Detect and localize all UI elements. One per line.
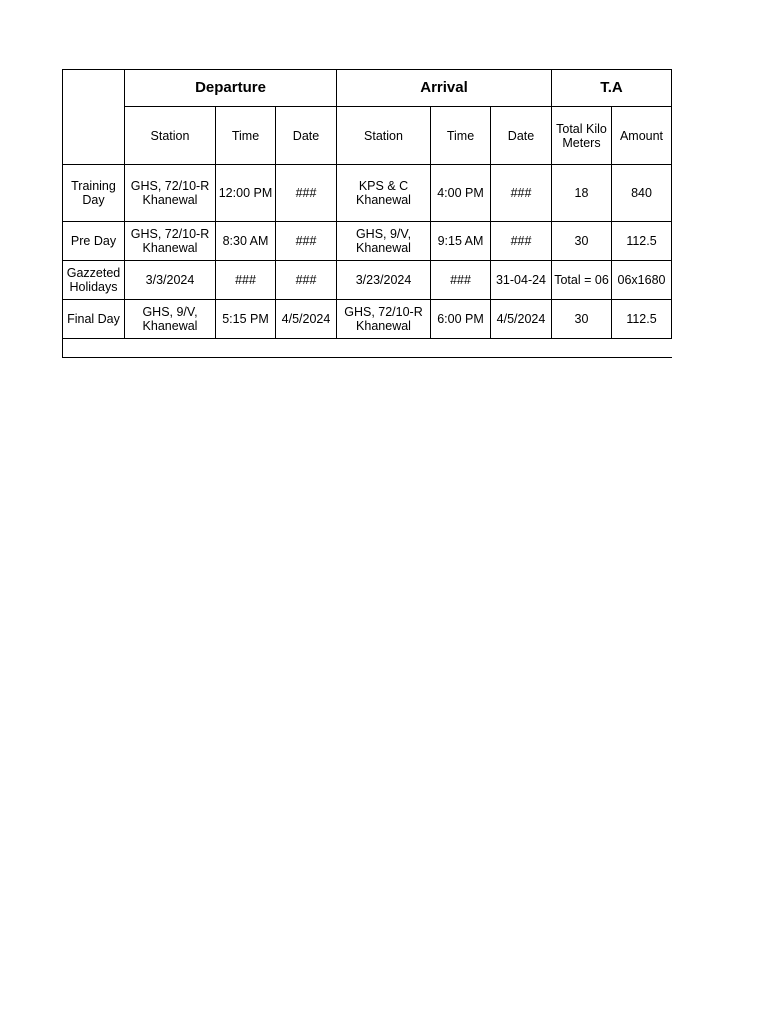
row-label: Gazzeted Holidays [63, 261, 125, 300]
amount-cell: 112.5 [612, 222, 672, 261]
arr-station-cell: GHS, 72/10-R Khanewal [337, 300, 431, 339]
amount-header: Amount [612, 107, 672, 165]
table-row [63, 300, 672, 339]
arr-date-cell: 31-04-24 [491, 261, 552, 300]
departure-header: Departure [125, 70, 337, 107]
column-header-row [63, 107, 672, 165]
arr-date-cell: ### [491, 222, 552, 261]
arr-date-cell: 4/5/2024 [491, 300, 552, 339]
arr-time-header: Time [431, 107, 491, 165]
dep-station-cell: GHS, 9/V, Khanewal [125, 300, 216, 339]
arr-station-cell: KPS & C Khanewal [337, 165, 431, 222]
row-label: Training Day [63, 165, 125, 222]
empty-footer-cell [63, 339, 672, 358]
corner-cell [63, 70, 125, 165]
arr-station-cell: GHS, 9/V, Khanewal [337, 222, 431, 261]
dep-time-cell: 8:30 AM [216, 222, 276, 261]
amount-cell: 840 [612, 165, 672, 222]
arr-station-cell: 3/23/2024 [337, 261, 431, 300]
dep-time-cell: 5:15 PM [216, 300, 276, 339]
arr-station-header: Station [337, 107, 431, 165]
dep-date-cell: ### [276, 222, 337, 261]
dep-time-cell: ### [216, 261, 276, 300]
arr-date-header: Date [491, 107, 552, 165]
total-km-header: Total Kilo Meters [552, 107, 612, 165]
dep-station-header: Station [125, 107, 216, 165]
km-cell: 18 [552, 165, 612, 222]
dep-date-cell: ### [276, 165, 337, 222]
dep-date-cell: 4/5/2024 [276, 300, 337, 339]
group-header-row [63, 70, 672, 107]
table-row [63, 261, 672, 300]
row-label: Pre Day [63, 222, 125, 261]
ta-header: T.A [552, 70, 672, 107]
km-cell: 30 [552, 300, 612, 339]
dep-station-cell: 3/3/2024 [125, 261, 216, 300]
arr-date-cell: ### [491, 165, 552, 222]
row-label: Final Day [63, 300, 125, 339]
amount-cell: 112.5 [612, 300, 672, 339]
table-row [63, 222, 672, 261]
dep-date-cell: ### [276, 261, 337, 300]
dep-date-header: Date [276, 107, 337, 165]
km-cell: Total = 06 [552, 261, 612, 300]
travel-allowance-table [62, 69, 672, 358]
arr-time-cell: 6:00 PM [431, 300, 491, 339]
empty-footer-row [63, 339, 672, 358]
dep-time-header: Time [216, 107, 276, 165]
arrival-header: Arrival [337, 70, 552, 107]
dep-station-cell: GHS, 72/10-R Khanewal [125, 165, 216, 222]
amount-cell: 06x1680 [612, 261, 672, 300]
arr-time-cell: 4:00 PM [431, 165, 491, 222]
km-cell: 30 [552, 222, 612, 261]
dep-station-cell: GHS, 72/10-R Khanewal [125, 222, 216, 261]
arr-time-cell: ### [431, 261, 491, 300]
table-row [63, 165, 672, 222]
dep-time-cell: 12:00 PM [216, 165, 276, 222]
arr-time-cell: 9:15 AM [431, 222, 491, 261]
